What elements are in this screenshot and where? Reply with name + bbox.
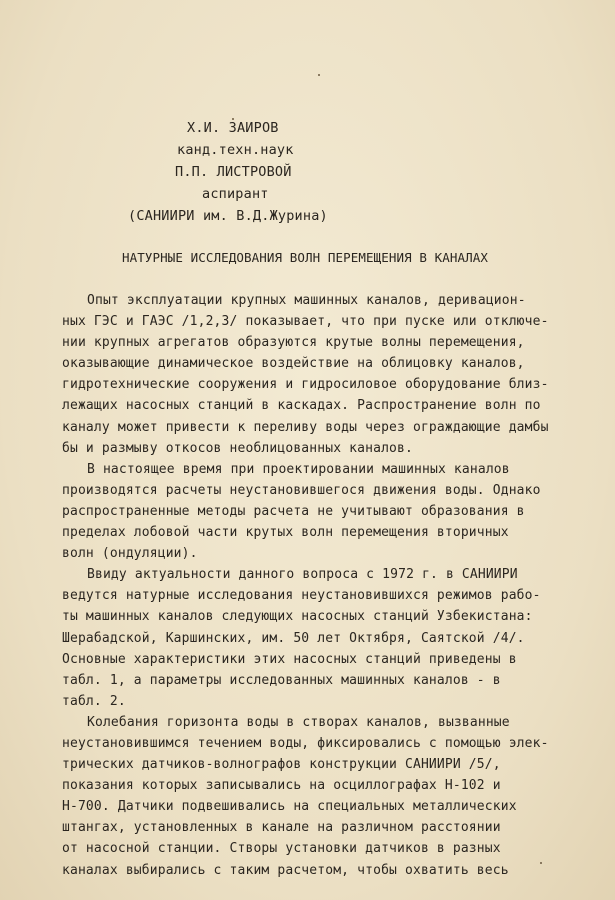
text-line: ных ГЭС и ГАЭС /1,2,3/ показывает, что при пуске или отключе-	[62, 314, 549, 330]
text-line: каналу может привести к переливу воды через ограждающие дамбы	[62, 419, 549, 435]
text-line: Шерабадской, Каршинских, им. 50 лет Октября, Саятской /4/.	[62, 630, 525, 646]
text-line: волн (ондуляции).	[62, 546, 198, 562]
author-degree-2: аспирант	[202, 186, 269, 202]
text-line: пределах лобовой части крутых волн перемещения вторичных	[62, 525, 509, 541]
text-line: штангах, установленных в канале на различном расстоянии	[62, 820, 501, 836]
paragraph-3	[62, 564, 562, 712]
author-degree-1: канд.техн.наук	[177, 142, 294, 158]
text-line: Ввиду актуальности данного вопроса с 1972 г. в САНИИРИ	[87, 567, 518, 583]
paragraph-2	[62, 459, 562, 564]
text-line: нии крупных агрегатов образуются крутые волны перемещения,	[62, 335, 525, 351]
text-line: табл. 1, а параметры исследованных машинных каналов - в	[62, 672, 501, 688]
author-name-1: Х.И. ЗАИРОВ	[187, 120, 279, 136]
text-line: В настоящее время при проектировании машинных каналов	[87, 461, 510, 477]
text-line: показания которых записывались на осциллографах Н-102 и	[62, 778, 501, 794]
text-line: производятся расчеты неустановившегося движения воды. Однако	[62, 482, 541, 498]
text-line: трических датчиков-волнографов конструкции САНИИРИ /5/,	[62, 757, 501, 773]
text-line: Опыт эксплуатации крупных машинных каналов, деривацион-	[87, 293, 526, 308]
text-line: Н-700. Датчики подвешивались на специальных металлических	[62, 799, 517, 815]
text-line: лежащих насосных станций в каскадах. Распространение волн по	[62, 398, 541, 414]
text-line: Основные характеристики этих насосных станций приведены в	[62, 651, 517, 667]
text-line: Колебания горизонта воды в створах каналов, вызванные	[87, 714, 510, 730]
article-title: НАТУРНЫЕ ИССЛЕДОВАНИЯ ВОЛН ПЕРЕМЕЩЕНИЯ В КАНАЛАХ	[122, 250, 489, 265]
text-line: гидротехнические сооружения и гидросиловое оборудование близ-	[62, 377, 549, 393]
text-line: ведутся натурные исследования неустановившихся режимов рабо-	[62, 588, 541, 604]
text-line: бы и размыву откосов необлицованных каналов.	[62, 440, 413, 456]
text-line: от насосной станции. Створы установки датчиков в разных	[62, 841, 501, 857]
text-line: оказывающие динамическое воздействие на облицовку каналов,	[62, 356, 525, 372]
text-line: табл. 2.	[62, 693, 126, 709]
text-line: каналах выбирались с таким расчетом, чтобы охватить весь	[62, 862, 509, 878]
affiliation: (САНИИРИ им. В.Д.Журина)	[128, 208, 328, 224]
text-line: распространенные методы расчета не учитывают образования в	[62, 503, 525, 519]
author-name-2: П.П. ЛИСТРОВОЙ	[175, 164, 292, 180]
body-text	[62, 290, 562, 881]
paragraph-4	[62, 712, 562, 881]
text-line: неустановившимся течением воды, фиксировались с помощью элек-	[62, 735, 549, 751]
paragraph-1	[62, 290, 562, 459]
text-line: ты машинных каналов следующих насосных станций Узбекистана:	[62, 609, 533, 625]
speck	[318, 74, 320, 76]
